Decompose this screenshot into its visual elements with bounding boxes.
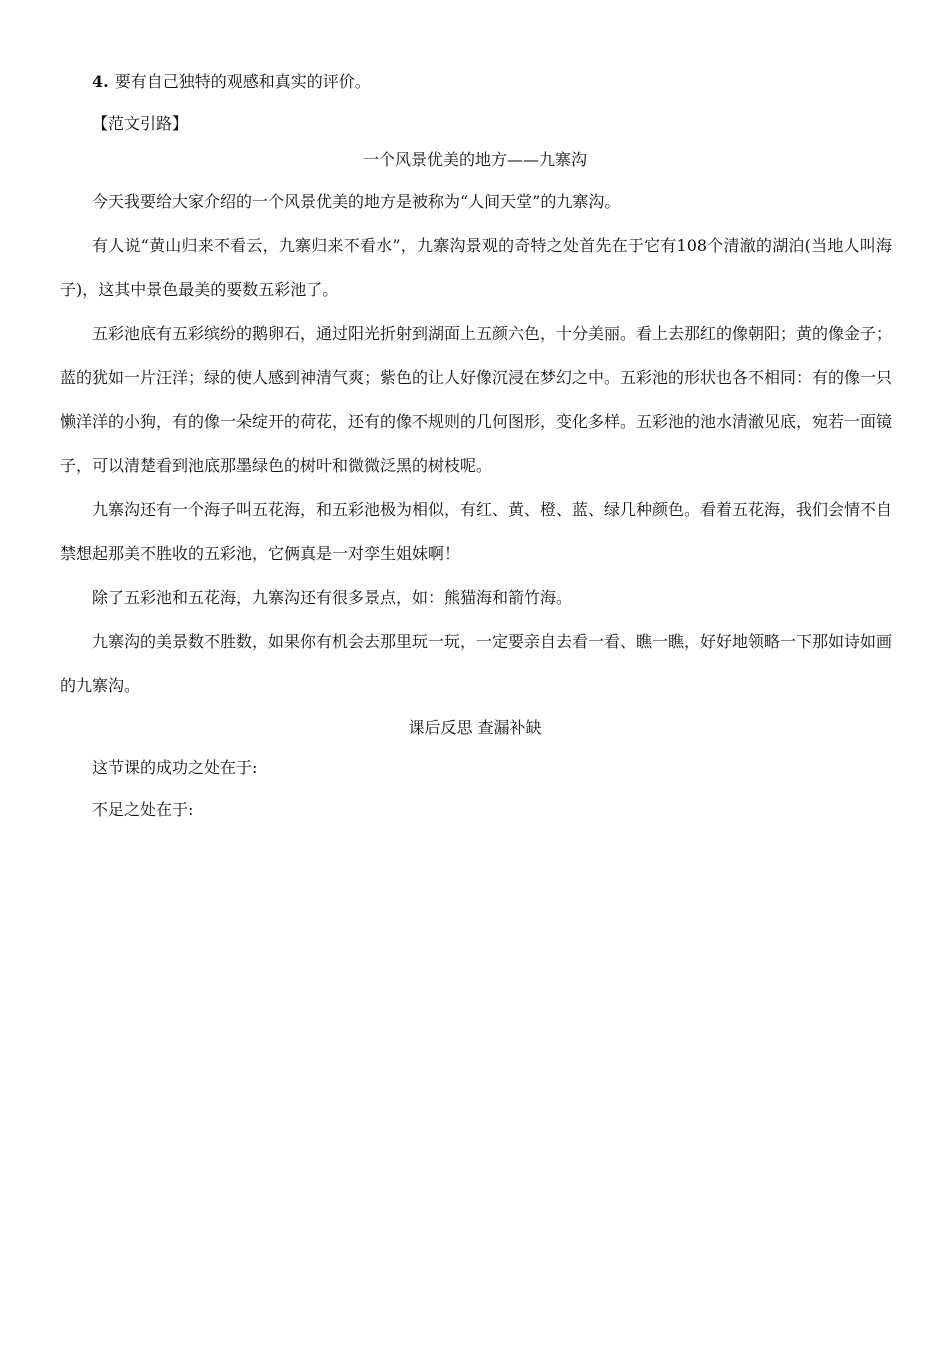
- reflection-shortcoming-label: 不足之处在于:: [92, 800, 194, 819]
- essay-title: 一个风景优美的地方——九寨沟: [362, 150, 587, 169]
- requirement-separator: .: [103, 72, 109, 91]
- essay-paragraph-3: 五彩池底有五彩缤纷的鹅卵石，通过阳光折射到湖面上五颜六色，十分美丽。看上去那红的像朝阳；黄的像金子；蓝的犹如一片汪洋；绿的使人感到神清气爽；紫色的让人好像沉浸在梦幻之中。五彩池的形状也各不相同：有的像一只懒洋洋的小狗，有的像一朵绽开的荷花，还有的像不规则的几何图形，变化多样。五彩池的池水清澈见底，宛若一面镜子，可以清楚看到池底那墨绿色的树叶和微微泛黑的树枝呢。: [60, 324, 893, 475]
- section-label-model-essay: 【范文引路】: [92, 114, 189, 133]
- reflection-heading: 课后反思 查漏补缺: [408, 718, 542, 737]
- requirement-item: [92, 72, 371, 92]
- essay-paragraph-1: 今天我要给大家介绍的一个风景优美的地方是被称为“人间天堂”的九寨沟。: [92, 192, 621, 211]
- essay-paragraph-2: 有人说“黄山归来不看云，九寨归来不看水”，九寨沟景观的奇特之处首先在于它有108个清澈的湖泊(当地人叫海子)，这其中景色最美的要数五彩池了。: [60, 236, 892, 299]
- essay-paragraph-5: 除了五彩池和五花海，九寨沟还有很多景点，如：熊猫海和箭竹海。: [92, 588, 573, 607]
- requirement-text: 要有自己独特的观感和真实的评价。: [114, 72, 371, 91]
- requirement-number: 4: [92, 72, 104, 91]
- essay-paragraph-4: 九寨沟还有一个海子叫五花海，和五彩池极为相似，有红、黄、橙、蓝、绿几种颜色。看着五花海，我们会情不自禁想起那美不胜收的五彩池，它俩真是一对孪生姐妹啊！: [60, 500, 893, 563]
- reflection-success-label: 这节课的成功之处在于:: [92, 758, 258, 777]
- essay-paragraph-6: 九寨沟的美景数不胜数，如果你有机会去那里玩一玩，一定要亲自去看一看、瞧一瞧，好好地领略一下那如诗如画的九寨沟。: [60, 632, 893, 695]
